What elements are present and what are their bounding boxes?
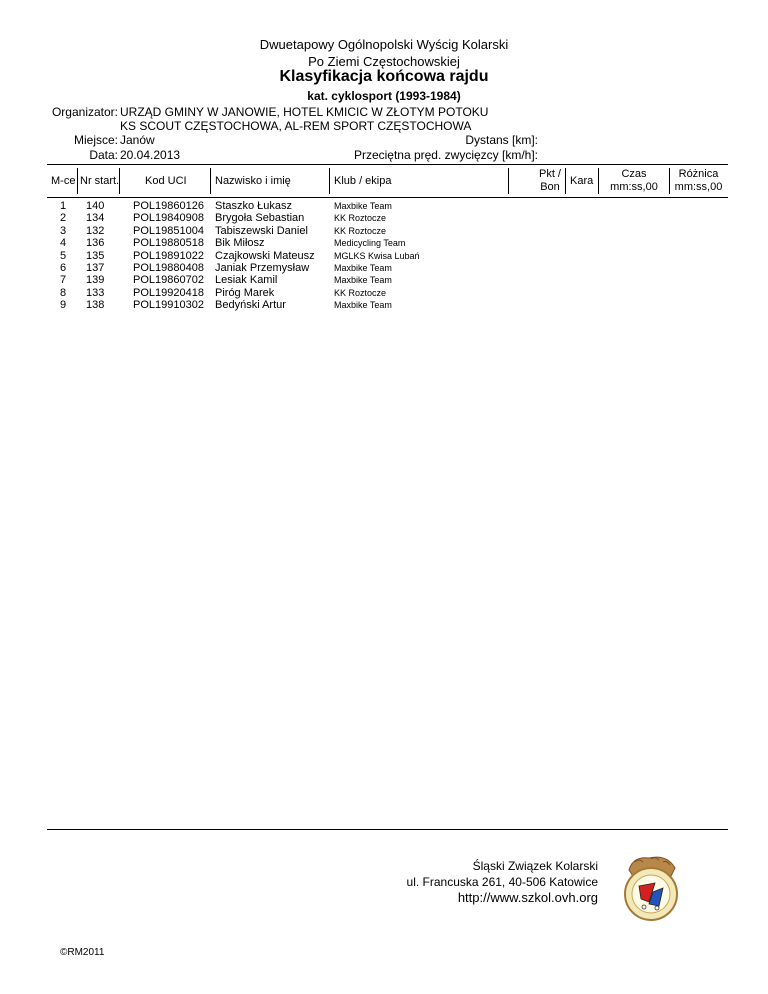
col-header-time-line2: mm:ss,00: [610, 181, 658, 193]
organizer-line2: KS SCOUT CZĘSTOCHOWA, AL-REM SPORT CZĘSTOCHOWA: [120, 119, 472, 133]
cell-name: Czajkowski Mateusz: [215, 249, 315, 262]
cell-club: Maxbike Team: [334, 300, 392, 311]
date-value: 20.04.2013: [120, 148, 181, 162]
cell-name: Janiak Przemysław: [215, 262, 310, 274]
page-title: Klasyfikacja końcowa rajdu: [279, 68, 489, 85]
col-header-place: M-ce: [51, 174, 76, 187]
cell-place: 9: [60, 299, 67, 312]
cell-uci: POL19891022: [133, 249, 204, 262]
cell-club: Maxbike Team: [334, 275, 392, 286]
col-header-name: Nazwisko i imię: [215, 174, 291, 187]
cell-club: KK Roztocze: [334, 213, 387, 224]
cell-start-nr: 138: [86, 299, 105, 312]
col-header-club: Klub / ekipa: [334, 174, 392, 187]
cell-start-nr: 139: [86, 274, 105, 287]
cell-uci: POL19840908: [133, 212, 204, 225]
organizer-line1: URZĄD GMINY W JANOWIE, HOTEL KMICIC W ZŁOTYM POTOKU: [120, 105, 489, 119]
col-header-uci: Kod UCI: [145, 174, 187, 187]
table-row: [47, 274, 728, 286]
col-header-start-nr: Nr start.: [80, 174, 120, 187]
cell-start-nr: 137: [86, 262, 105, 274]
col-header-points-line1: Pkt /: [538, 168, 561, 180]
category-label: kat. cyklosport (1993-1984): [307, 89, 461, 103]
distance-label: Dystans [km]:: [465, 133, 538, 147]
table-row: [47, 225, 728, 237]
cell-name: Bik Miłosz: [215, 237, 265, 250]
cell-place: 5: [60, 249, 67, 262]
results-table-header: [47, 164, 728, 198]
cell-club: KK Roztocze: [334, 287, 387, 298]
cell-uci: POL19910302: [133, 299, 204, 312]
event-title-line2: Po Ziemi Częstochowskiej: [308, 54, 460, 69]
cell-uci: POL19920418: [133, 286, 204, 299]
cell-name: Bedyński Artur: [215, 299, 286, 312]
cell-place: 2: [60, 212, 67, 225]
col-header-points-line2: Bon: [540, 181, 560, 193]
footer-org-name: Śląski Związek Kolarski: [472, 859, 598, 873]
organizer-label: Organizator:: [51, 105, 118, 119]
place-value: Janów: [120, 133, 155, 147]
cell-uci: POL19860702: [133, 274, 204, 287]
cell-start-nr: 132: [86, 224, 105, 237]
table-row: [47, 287, 728, 299]
col-header-time-line1: Czas: [621, 168, 647, 180]
cycling-federation-emblem-icon: [615, 852, 687, 924]
cell-start-nr: 133: [86, 286, 105, 299]
table-row: [47, 262, 728, 274]
cell-club: MGLKS Kwisa Lubań: [334, 250, 420, 261]
cell-name: Staszko Łukasz: [215, 200, 293, 212]
col-header-time: [599, 165, 669, 197]
place-label: Miejsce:: [73, 133, 118, 147]
table-row: [47, 299, 728, 311]
cell-place: 6: [60, 262, 67, 274]
cell-club: Medicycling Team: [334, 238, 406, 249]
table-row: [47, 250, 728, 262]
cell-club: KK Roztocze: [334, 225, 387, 236]
cell-uci: POL19880518: [133, 237, 204, 250]
cell-name: Brygoła Sebastian: [215, 212, 305, 225]
cell-place: 3: [60, 224, 67, 237]
cell-place: 8: [60, 286, 67, 299]
col-header-penalty: Kara: [570, 174, 594, 187]
date-label: Data:: [89, 148, 118, 162]
cell-club: Maxbike Team: [334, 201, 392, 211]
cell-uci: POL19851004: [133, 224, 204, 237]
col-header-diff-line2: mm:ss,00: [674, 181, 723, 193]
table-row: [47, 212, 728, 224]
col-header-diff-line1: Różnica: [678, 168, 719, 180]
cell-place: 7: [60, 274, 67, 287]
col-header-diff: [669, 165, 728, 197]
event-title-line1: Dwuetapowy Ogólnopolski Wyścig Kolarski: [259, 37, 509, 52]
cell-uci: POL19880408: [133, 262, 204, 274]
cell-name: Tabiszewski Daniel: [215, 224, 308, 237]
cell-name: Lesiak Kamil: [215, 274, 278, 287]
table-row: [47, 200, 728, 212]
footer-address: ul. Francuska 261, 40-506 Katowice: [406, 875, 598, 889]
cell-place: 4: [60, 237, 67, 250]
cell-place: 1: [60, 200, 67, 212]
cell-start-nr: 134: [86, 212, 105, 225]
footer-url[interactable]: http://www.szkol.ovh.org: [457, 890, 598, 905]
table-row: [47, 237, 728, 249]
winner-speed-label: Przeciętna pręd. zwycięzcy [km/h]:: [353, 148, 538, 162]
cell-name: Piróg Marek: [215, 286, 275, 299]
cell-start-nr: 136: [86, 237, 105, 250]
cell-start-nr: 135: [86, 249, 105, 262]
cell-uci: POL19860126: [133, 200, 204, 212]
cell-club: Maxbike Team: [334, 263, 392, 273]
cell-start-nr: 140: [86, 200, 105, 212]
footer-divider: [47, 829, 728, 830]
copyright: ©RM2011: [60, 947, 105, 958]
col-header-points: [538, 165, 562, 197]
